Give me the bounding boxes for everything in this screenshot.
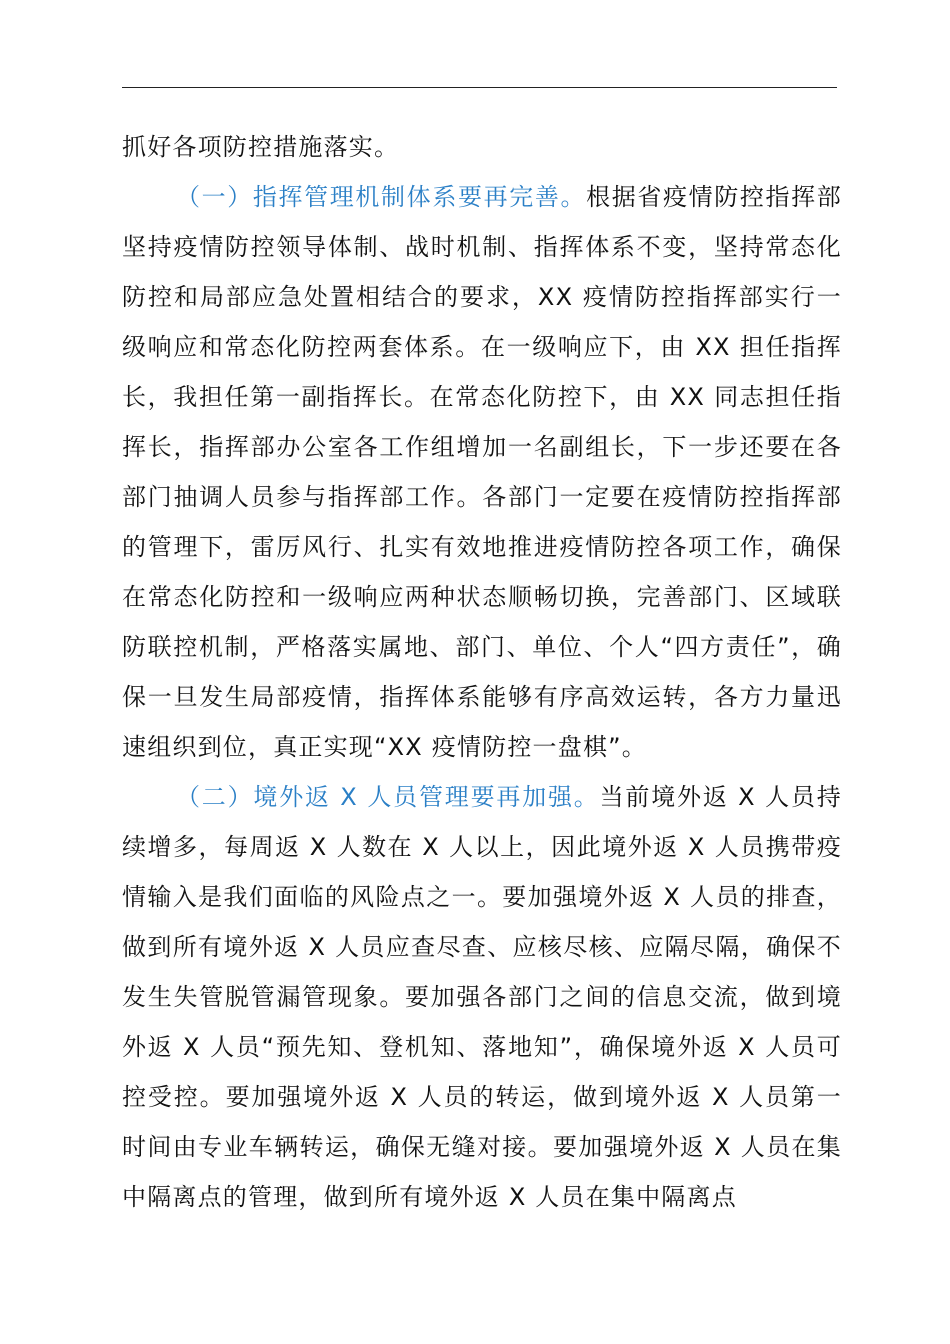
paragraph-section-2 bbox=[122, 772, 842, 1222]
document-body bbox=[122, 122, 842, 1222]
section-heading-2: （二）境外返 X 人员管理要再加强。 bbox=[176, 783, 600, 811]
paragraph-section-1 bbox=[122, 172, 842, 772]
section-body-1: 根据省疫情防控指挥部坚持疫情防控领导体制、战时机制、指挥体系不变，坚持常态化防控和局部应急处置相结合的要求，XX 疫情防控指挥部实行一级响应和常态化防控两套体系。在一级响应下，由 XX 担任指挥长，我担任第一副指挥长。在常态化防控下，由 XX 同志担任指挥长，指挥部办公室各工作组增加一名副组长，下一步还要在各部门抽调人员参与指挥部工作。各部门一定要在疫情防控指挥部的管理下，雷厉风行、扎实有效地推进疫情防控各项工作，确保在常态化防控和一级响应两种状态顺畅切换，完善部门、区域联防联控机制，严格落实属地、部门、单位、个人“四方责任”，确保一旦发生局部疫情，指挥体系能够有序高效运转，各方力量迅速组织到位，真正实现“XX 疫情防控一盘棋”。 bbox=[122, 183, 842, 761]
header-rule bbox=[122, 87, 837, 88]
section-body-2: 当前境外返 X 人员持续增多，每周返 X 人数在 X 人以上，因此境外返 X 人员携带疫情输入是我们面临的风险点之一。要加强境外返 X 人员的排查，做到所有境外返 X 人员应查尽查、应核尽核、应隔尽隔，确保不发生失管脱管漏管现象。要加强各部门之间的信息交流，做到境外返 X 人员“预先知、登机知、落地知”，确保境外返 X 人员可控受控。要加强境外返 X 人员的转运，做到境外返 X 人员第一时间由专业车辆转运，确保无缝对接。要加强境外返 X 人员在集中隔离点的管理，做到所有境外返 X 人员在集中隔离点 bbox=[122, 783, 842, 1211]
paragraph-continuation bbox=[122, 122, 842, 172]
section-heading-1: （一）指挥管理机制体系要再完善。 bbox=[176, 183, 587, 211]
paragraph-text: 抓好各项防控措施落实。 bbox=[122, 133, 400, 161]
